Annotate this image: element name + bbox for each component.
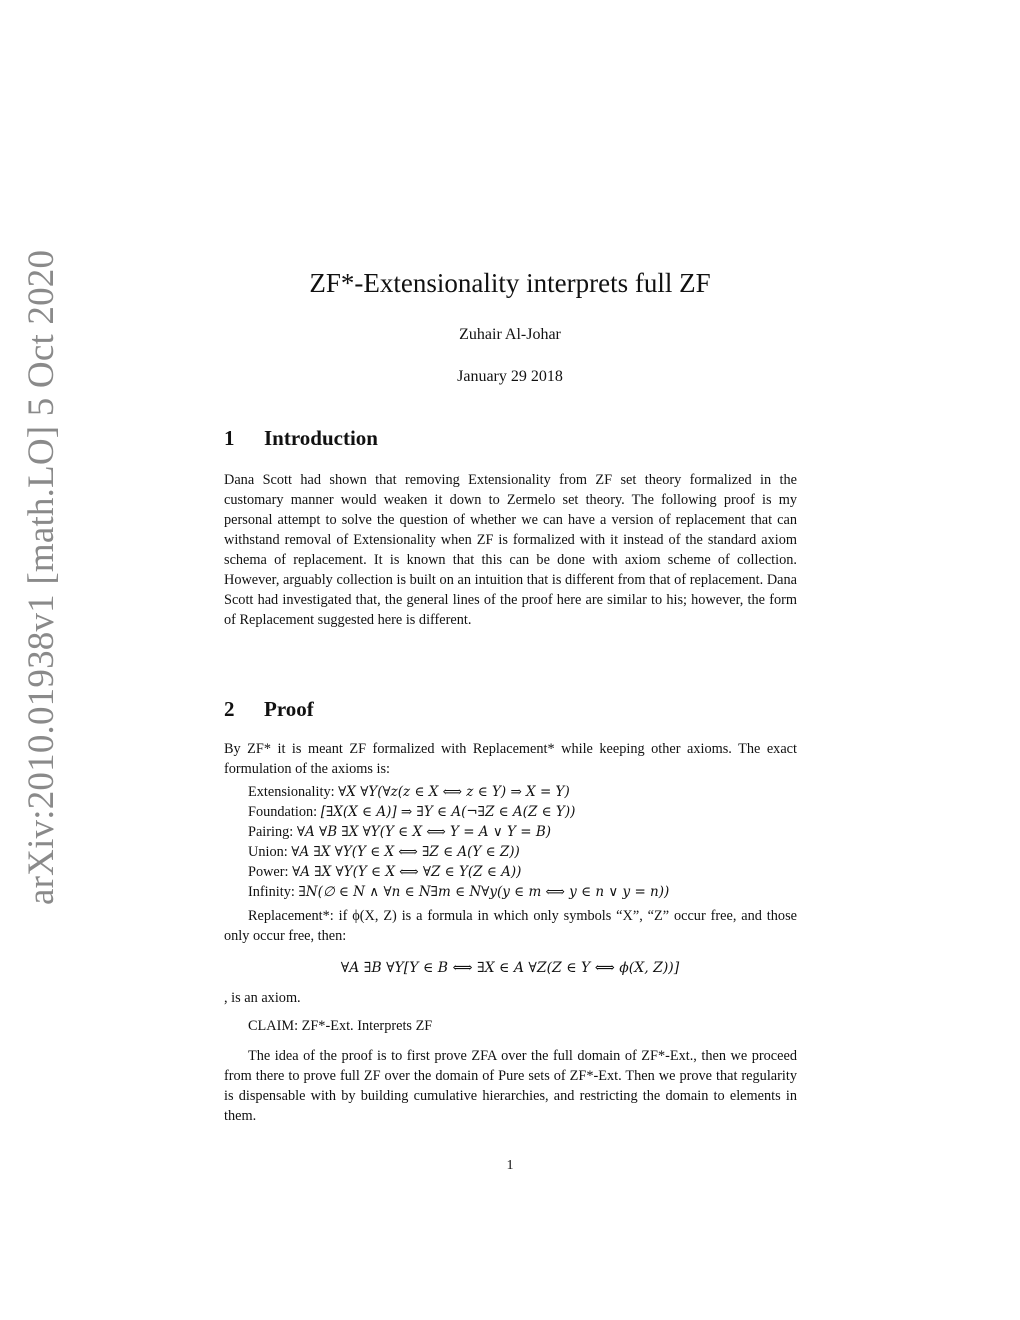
- section-number: 1: [224, 426, 235, 450]
- axiom-union: Union: ∀A ∃X ∀Y(Y ∈ X ⟺ ∃Z ∈ A(Y ∈ Z)): [248, 844, 520, 860]
- axiom-pairing: Pairing: ∀A ∀B ∃X ∀Y(Y ∈ X ⟺ Y = A ∨ Y = B): [248, 824, 552, 840]
- axiom-formula: ∀A ∀B ∃X ∀Y(Y ∈ X ⟺ Y = A ∨ Y = B): [296, 824, 552, 840]
- axiom-power: Power: ∀A ∃X ∀Y(Y ∈ X ⟺ ∀Z ∈ Y(Z ∈ A)): [248, 864, 522, 880]
- axiom-infinity: Infinity: ∃N(∅ ∈ N ∧ ∀n ∈ N∃m ∈ N∀y(y ∈ m ⟺ y ∈ n ∨ y = n)): [248, 884, 670, 900]
- proof-idea-paragraph: The idea of the proof is to first prove ZFA over the full domain of ZF*-Ext., then we proceed from there to prove full ZF over the domain of Pure sets of ZF*-Ext. Then we prove that regularity is dispensable with by building cumulative hierarchies, and restricting the domain to elements in them.: [224, 1048, 797, 1124]
- page-number: 1: [506, 1158, 514, 1173]
- introduction-paragraph: Dana Scott had shown that removing Extensionality from ZF set theory formalized in the customary manner would weaken it down to Zermelo set theory. The following proof is my personal attempt to solve the question of whether we can have a version of replacement that can withstand removal of Extensionality when ZF is formalized with it instead of the standard axiom schema of replacement. It is known that this can be done with axiom scheme of collection. However, arguably collection is built on an intuition that is different from that of replacement. Dana Scott had investigated that, the general lines of the proof here are similar to his; however, the form of Replacement suggested here is different.: [224, 472, 797, 628]
- axiom-extensionality: Extensionality: ∀X ∀Y(∀z(z ∈ X ⟺ z ∈ Y) ⇒ X = Y): [248, 784, 570, 800]
- section-title: Introduction: [264, 426, 378, 450]
- section-number: 2: [224, 697, 235, 721]
- axiom-list: [248, 782, 669, 902]
- axiom-formula: ∀X ∀Y(∀z(z ∈ X ⟺ z ∈ Y) ⇒ X = Y): [338, 784, 570, 800]
- arxiv-identifier-stamp: arXiv:2010.01938v1 [math.LO] 5 Oct 2020: [21, 249, 62, 905]
- axiom-formula: ∃N(∅ ∈ N ∧ ∀n ∈ N∃m ∈ N∀y(y ∈ m ⟺ y ∈ n ∨ y = n)): [298, 884, 670, 900]
- proof-intro-paragraph: By ZF* it is meant ZF formalized with Replacement* while keeping other axioms. The exact formulation of the axioms is:: [224, 741, 797, 777]
- replacement-paragraph: Replacement*: if ϕ(X, Z) is a formula in which only symbols “X”, “Z” occur free, and those only occur free, then:: [224, 908, 797, 944]
- paper-title: ZF*-Extensionality interprets full ZF: [309, 268, 711, 298]
- axiom-statement-text: , is an axiom.: [224, 990, 301, 1006]
- axiom-formula: ∀A ∃X ∀Y(Y ∈ X ⟺ ∃Z ∈ A(Y ∈ Z)): [291, 844, 520, 860]
- claim-text: CLAIM: ZF*-Ext. Interprets ZF: [248, 1018, 433, 1034]
- axiom-formula: [∃X(X ∈ A)] ⇒ ∃Y ∈ A(¬∃Z ∈ A(Z ∈ Y)): [320, 804, 576, 820]
- section-heading-introduction: [224, 426, 378, 451]
- replacement-formula: ∀A ∃B ∀Y[Y ∈ B ⟺ ∃X ∈ A ∀Z(Z ∈ Y ⟺ ϕ(X, Z))]: [340, 960, 680, 976]
- paper-date: January 29 2018: [457, 368, 563, 385]
- section-heading-proof: [224, 697, 314, 722]
- axiom-foundation: Foundation: [∃X(X ∈ A)] ⇒ ∃Y ∈ A(¬∃Z ∈ A(Z ∈ Y)): [248, 804, 576, 820]
- author-name: Zuhair Al-Johar: [459, 326, 561, 343]
- section-title: Proof: [264, 697, 314, 721]
- axiom-formula: ∀A ∃X ∀Y(Y ∈ X ⟺ ∀Z ∈ Y(Z ∈ A)): [292, 864, 522, 880]
